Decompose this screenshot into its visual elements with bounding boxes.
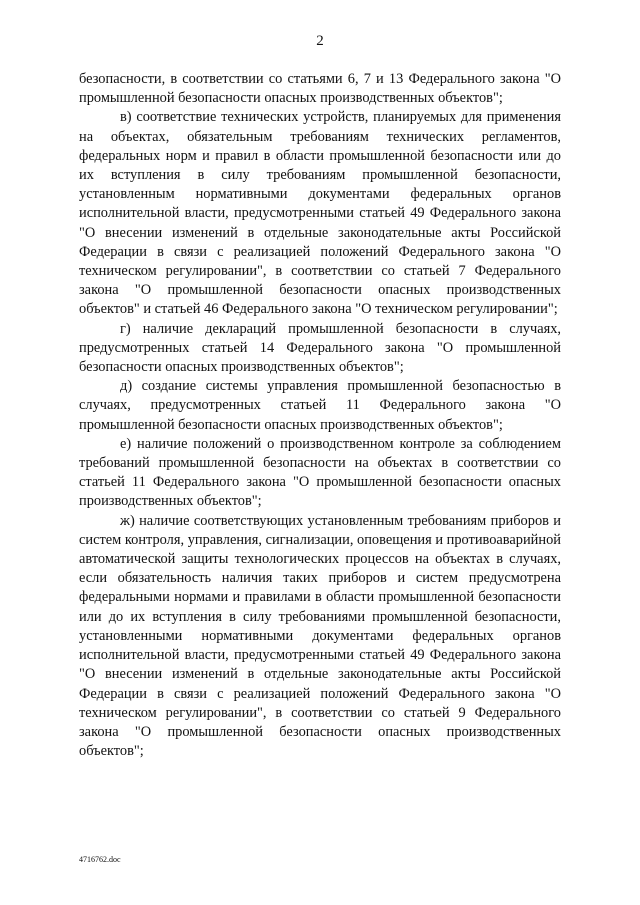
paragraph-item-v: в) соответствие технических устройств, планируемых для применения на объектах, обязательным требованиям технических регламентов, федеральных норм и правил в области промышленной безопасности или до их вступления в силу требованиям промышленной безопасности, установленным нормативными документами федеральных органов исполнительной власти, предусмотренными статьей 49 Федерального закона "О внесении изменений в отдельные законодательные акты Российской Федерации в связи с реализацией положений Федерального закона "О техническом регулировании", в соответствии со статьей 7 Федерального закона "О промышленной безопасности опасных производственных объектов" и статьей 46 Федерального закона "О техническом регулировании"; — [79, 109, 561, 318]
document-body — [79, 70, 561, 761]
paragraph-item-zh: ж) наличие соответствующих установленным требованиям приборов и систем контроля, управления, сигнализации, оповещения и противоаварийной автоматической защиты технологических процессов на объектах в случаях, если обязательность наличия таких приборов и систем предусмотрена федеральными нормами и правилами в области промышленной безопасности или до их вступления в силу требованиями промышленной безопасности, установленными нормативными документами федеральных органов исполнительной власти, предусмотренными статьей 49 Федерального закона "О внесении изменений в отдельные законодательные акты Российской Федерации в связи с реализацией положений Федерального закона "О техническом регулировании", в соответствии со статьей 9 Федерального закона "О промышленной безопасности опасных производственных объектов"; — [79, 512, 561, 760]
page-number: 2 — [316, 33, 324, 49]
paragraph-continuation: безопасности, в соответствии со статьями 6, 7 и 13 Федерального закона "О промышленной безопасности опасных производственных объектов"; — [79, 71, 561, 107]
paragraph-item-e: е) наличие положений о производственном контроле за соблюдением требований промышленной безопасности на объектах в соответствии со статьей 11 Федерального закона "О промышленной безопасности опасных производственных объектов"; — [79, 435, 561, 510]
paragraph-item-g: г) наличие деклараций промышленной безопасности в случаях, предусмотренных статьей 14 Федерального закона "О промышленной безопасности опасных производственных объектов"; — [79, 320, 561, 376]
paragraph-item-d: д) создание системы управления промышленной безопасностью в случаях, предусмотренных статьей 11 Федерального закона "О промышленной безопасности опасных производственных объектов"; — [79, 378, 561, 433]
footer-filename: 4716762.doc — [79, 855, 121, 864]
